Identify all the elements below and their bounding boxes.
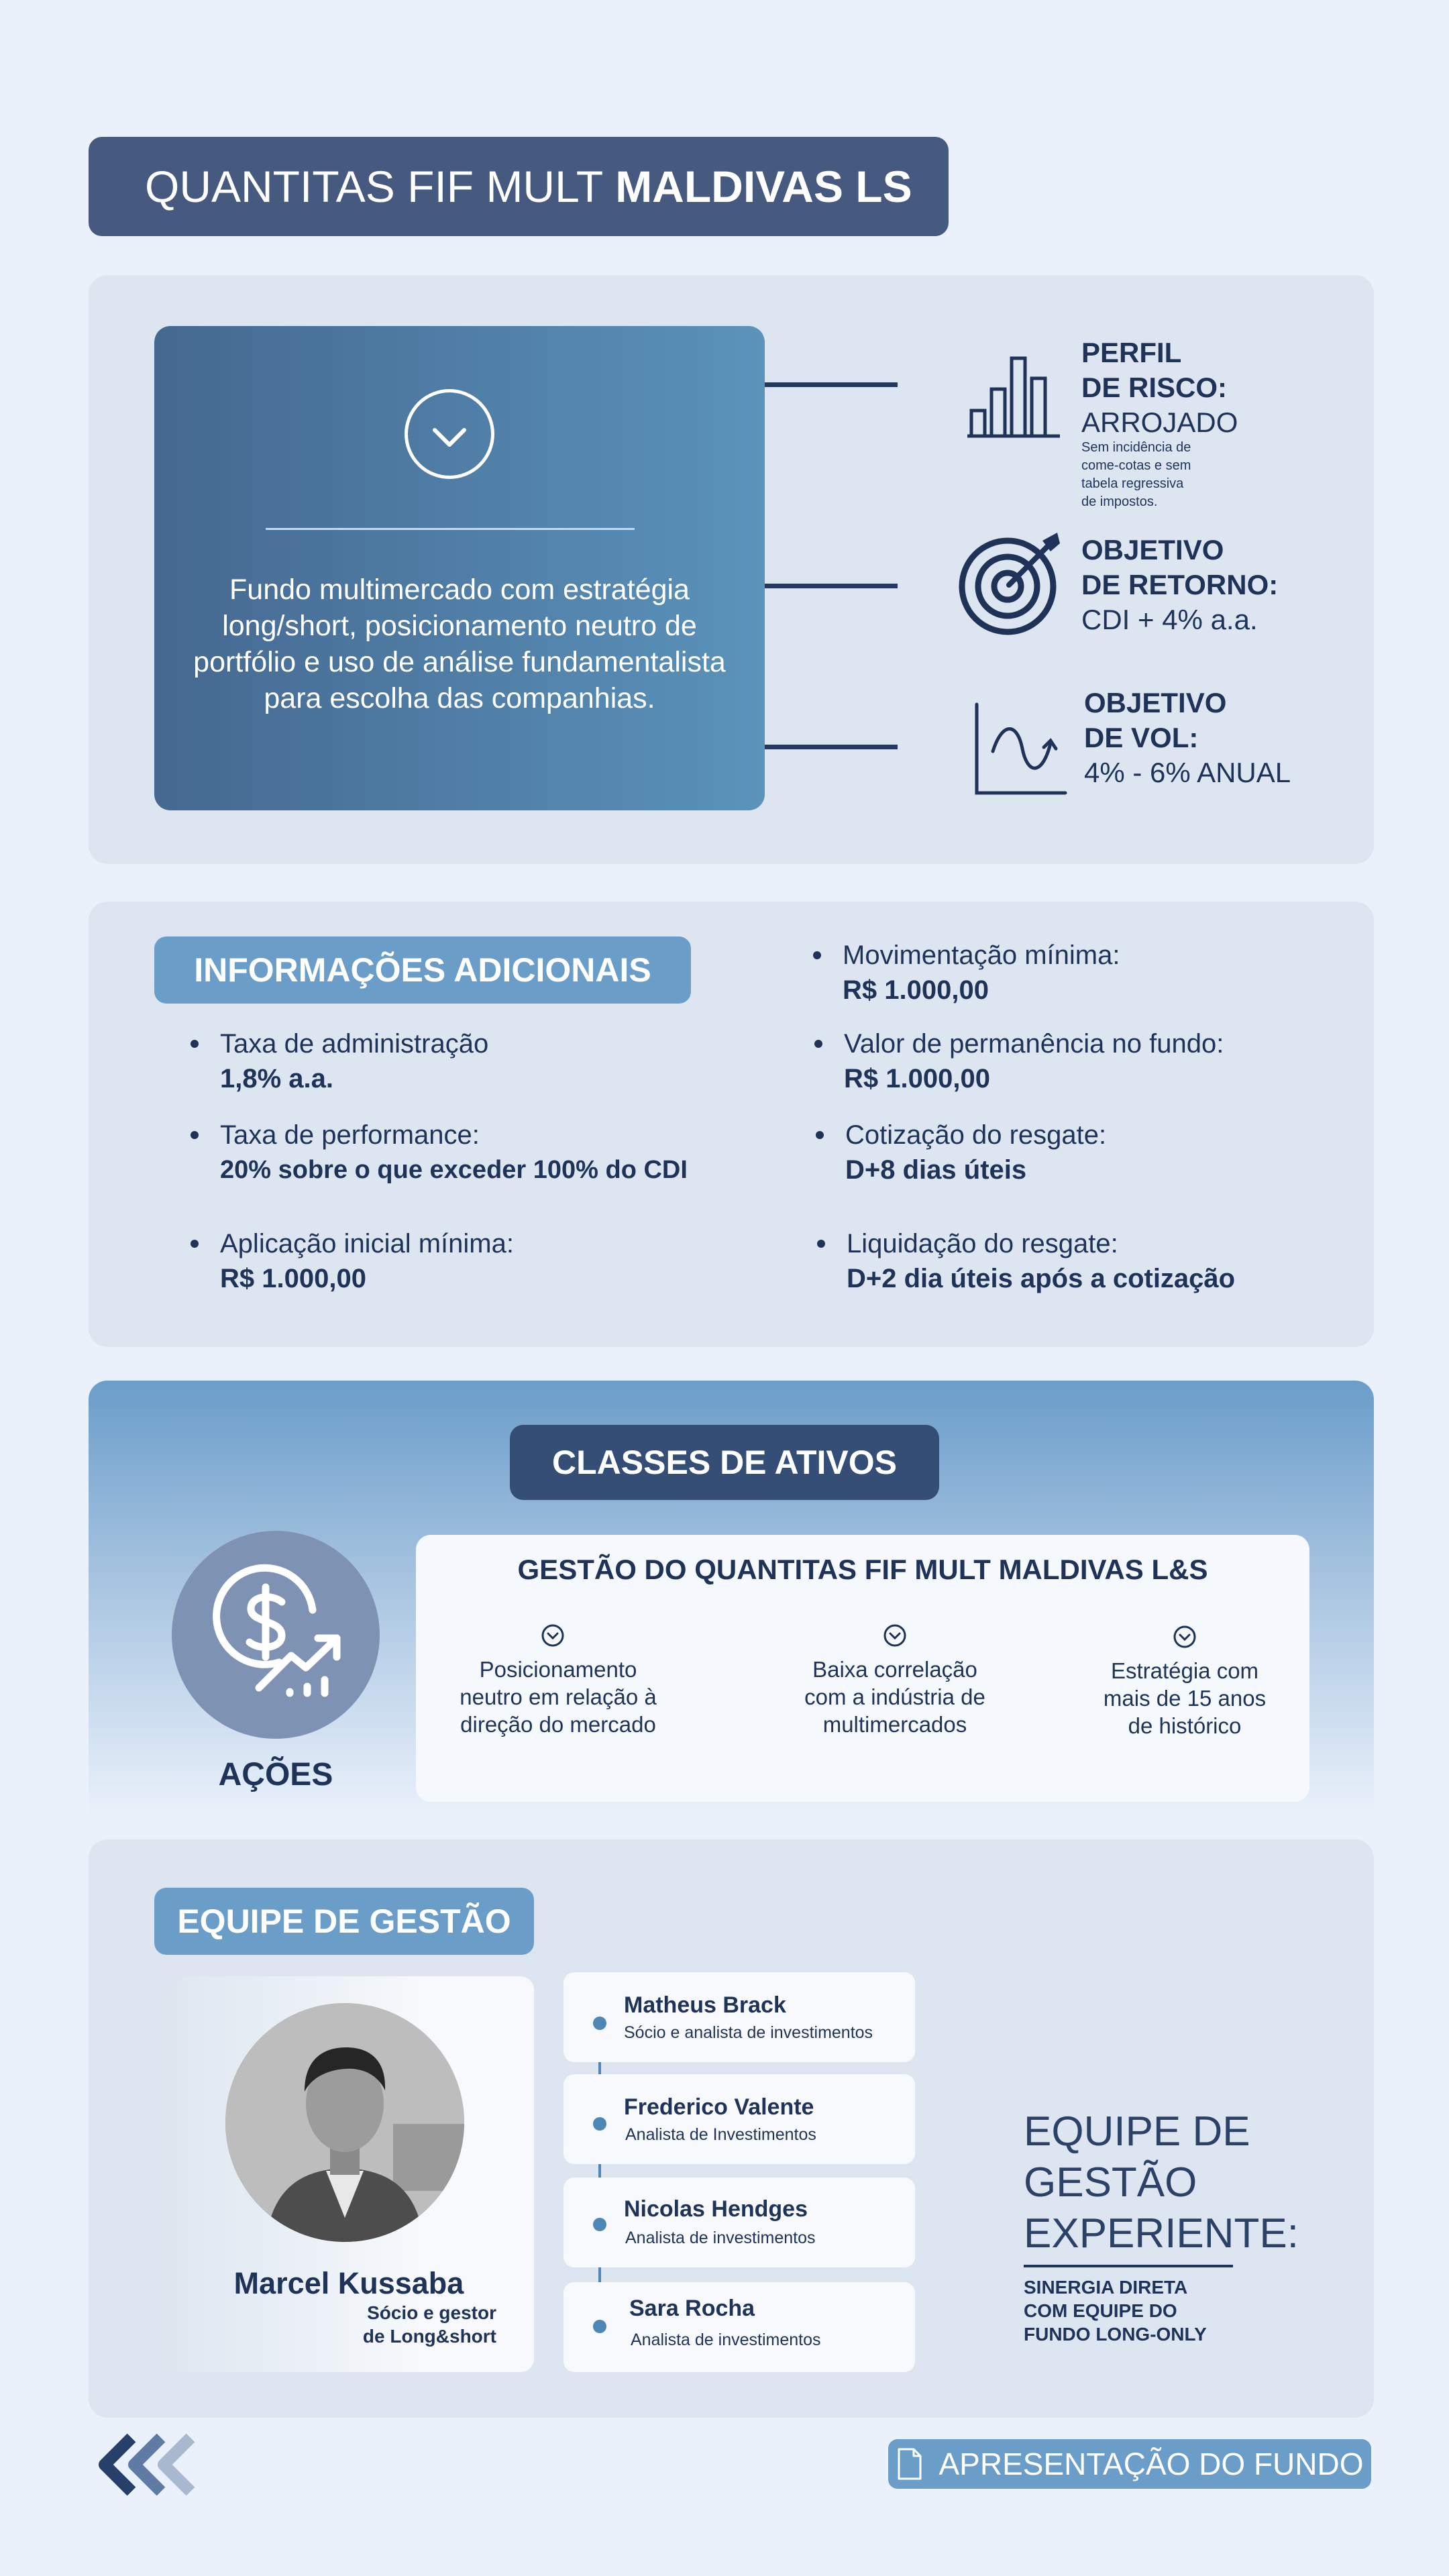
- info-value: 1,8% a.a.: [220, 1064, 334, 1093]
- metric-heading: OBJETIVO: [1081, 534, 1224, 566]
- asset-classes-heading: CLASSES DE ATIVOS: [510, 1425, 939, 1500]
- triple-chevron-left-icon[interactable]: [94, 2431, 208, 2498]
- info-label: Movimentação mínima:: [843, 941, 1120, 970]
- metric-heading: DE RETORNO:: [1081, 569, 1279, 600]
- role-line: Sócio e gestor: [367, 2302, 496, 2323]
- metric-heading: PERFIL: [1081, 337, 1182, 368]
- document-icon: [896, 2448, 923, 2480]
- metric-heading: DE VOL:: [1084, 722, 1199, 753]
- team-member-name: Matheus Brack: [624, 1992, 786, 2018]
- info-value: R$ 1.000,00: [843, 975, 989, 1005]
- experience-sub-line: FUNDO LONG-ONLY: [1024, 2324, 1207, 2345]
- risk-profile: [1081, 335, 1238, 440]
- management-card-title: GESTÃO DO QUANTITAS FIF MULT MALDIVAS L&S: [517, 1554, 1208, 1585]
- experience-sub-line: SINERGIA DIRETA: [1024, 2277, 1188, 2298]
- description-divider: [266, 528, 635, 530]
- additional-info-heading: INFORMAÇÕES ADICIONAIS: [154, 936, 691, 1004]
- team-member-name: Frederico Valente: [624, 2094, 814, 2120]
- info-label: Taxa de administração: [220, 1029, 489, 1059]
- target-icon: [957, 527, 1067, 637]
- experience-title-line: EQUIPE DE: [1024, 2108, 1250, 2155]
- fund-presentation-label: APRESENTAÇÃO DO FUNDO: [938, 2447, 1364, 2481]
- title-bold: MALDIVAS LS: [615, 162, 912, 211]
- info-value: R$ 1.000,00: [844, 1064, 990, 1093]
- feature-line: de histórico: [1128, 1713, 1242, 1738]
- avatar: [225, 2003, 464, 2242]
- team-heading: EQUIPE DE GESTÃO: [154, 1888, 534, 1955]
- info-item: [847, 1226, 1235, 1296]
- risk-note: [1081, 439, 1191, 511]
- team-member-card: [564, 2178, 915, 2267]
- chevron-circle-icon: [541, 1623, 565, 1648]
- metric-heading: DE RISCO:: [1081, 372, 1228, 403]
- team-member-role: Analista de Investimentos: [625, 2125, 816, 2144]
- timeline-dot: [593, 2017, 606, 2030]
- experience-subtitle: [1024, 2275, 1207, 2346]
- timeline-dot: [593, 2117, 606, 2131]
- volatility-objective: [1084, 686, 1291, 790]
- feature-line: Baixa correlação: [812, 1657, 977, 1682]
- title-light: QUANTITAS FIF MULT: [145, 162, 604, 211]
- fund-presentation-button[interactable]: [888, 2439, 1371, 2489]
- info-label: Taxa de performance:: [220, 1120, 480, 1150]
- info-value: R$ 1.000,00: [220, 1264, 366, 1293]
- info-item: [220, 1226, 514, 1296]
- feature-line: direção do mercado: [460, 1712, 656, 1737]
- info-value: 20% sobre o que exceder 100% do CDI: [220, 1156, 688, 1184]
- chevron-circle-icon: [883, 1623, 907, 1648]
- experience-title-line: GESTÃO: [1024, 2159, 1197, 2206]
- team-member-name: Sara Rocha: [629, 2296, 755, 2321]
- money-growth-icon: [172, 1531, 380, 1739]
- asset-label: AÇÕES: [218, 1757, 333, 1792]
- feature-track-record: [1074, 1657, 1295, 1739]
- note-line: de impostos.: [1081, 494, 1158, 509]
- info-item: [843, 938, 1120, 1008]
- metric-value: CDI + 4% a.a.: [1081, 604, 1258, 635]
- timeline-dot: [593, 2320, 606, 2333]
- bar-chart-icon: [966, 341, 1063, 441]
- feature-line: multimercados: [822, 1712, 967, 1737]
- feature-line: neutro em relação à: [460, 1684, 657, 1709]
- role-line: de Long&short: [362, 2326, 496, 2347]
- connector-line: [765, 745, 898, 749]
- feature-neutral-positioning: [447, 1656, 669, 1738]
- chevron-circle-icon: [1173, 1625, 1197, 1649]
- info-label: Liquidação do resgate:: [847, 1229, 1118, 1258]
- note-line: come-cotas e sem: [1081, 458, 1191, 473]
- team-member-name: Nicolas Hendges: [624, 2196, 808, 2222]
- timeline-line: [598, 2019, 601, 2328]
- info-item: [845, 1118, 1106, 1187]
- return-objective: [1081, 533, 1278, 637]
- feature-line: mais de 15 anos: [1103, 1686, 1267, 1711]
- feature-line: Posicionamento: [479, 1657, 637, 1682]
- page-title: [89, 137, 949, 236]
- info-value: D+8 dias úteis: [845, 1155, 1027, 1185]
- metric-heading: OBJETIVO: [1084, 687, 1227, 718]
- connector-line: [765, 584, 898, 588]
- note-line: Sem incidência de: [1081, 440, 1191, 455]
- manager-role: [282, 2301, 496, 2348]
- wave-chart-icon: [973, 702, 1069, 796]
- metric-value: 4% - 6% ANUAL: [1084, 757, 1291, 788]
- feature-line: Estratégia com: [1110, 1658, 1259, 1683]
- connector-line: [765, 382, 898, 387]
- note-line: tabela regressiva: [1081, 476, 1184, 491]
- experience-divider: [1024, 2265, 1233, 2267]
- metric-value: ARROJADO: [1081, 407, 1238, 438]
- timeline-dot: [593, 2218, 606, 2231]
- feature-line: com a indústria de: [804, 1684, 985, 1709]
- info-item: [220, 1118, 688, 1187]
- info-label: Valor de permanência no fundo:: [844, 1029, 1224, 1059]
- info-item: [220, 1026, 488, 1096]
- chevron-circle-icon: [405, 389, 494, 479]
- experience-title-line: EXPERIENTE:: [1024, 2210, 1299, 2257]
- info-label: Cotização do resgate:: [845, 1120, 1107, 1150]
- info-value: D+2 dia úteis após a cotização: [847, 1264, 1236, 1293]
- team-member-role: Analista de investimentos: [631, 2330, 821, 2349]
- team-member-role: Sócio e analista de investimentos: [624, 2023, 873, 2042]
- manager-name: Marcel Kussaba: [233, 2266, 464, 2300]
- experience-sub-line: COM EQUIPE DO: [1024, 2300, 1177, 2321]
- info-label: Aplicação inicial mínima:: [220, 1229, 514, 1258]
- experience-title: [1024, 2106, 1299, 2259]
- info-item: [844, 1026, 1224, 1096]
- fund-description: Fundo multimercado com estratégia long/short, posicionamento neutro de portfólio e uso de análise fundamentalista para escolha das companhias.: [193, 574, 726, 714]
- feature-low-correlation: [784, 1656, 1006, 1738]
- team-member-role: Analista de investimentos: [625, 2229, 816, 2247]
